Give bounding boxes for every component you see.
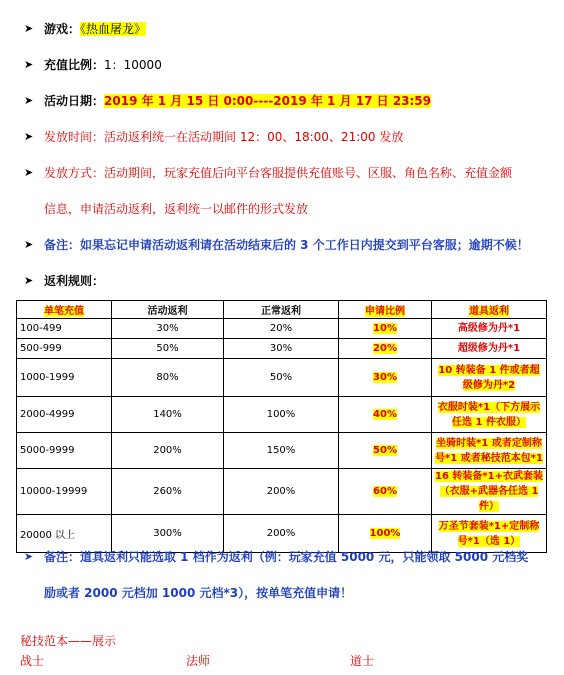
class-mage: 法师 — [186, 654, 211, 668]
cell-ratio: 100% — [339, 515, 432, 553]
cell-event: 200% — [112, 433, 224, 469]
game-value: 《热血屠龙》 — [80, 22, 147, 36]
cell-ratio: 40% — [339, 397, 432, 433]
header-item: 道具返利 — [432, 301, 547, 319]
bullet-issue-method — [24, 164, 512, 182]
cell-item: 10 转装备 1 件或者超级修为丹*2 — [432, 359, 547, 397]
cell-normal: 30% — [224, 339, 339, 359]
bullet-issue-time — [24, 128, 403, 146]
arrow-bullet-icon: ➤ — [24, 94, 34, 107]
note-2-line1: 备注：道具返利只能选取 1 档作为返利（例：玩家充值 5000 元，只能领取 5000 元档奖 — [44, 550, 529, 564]
table-row — [17, 397, 547, 433]
cell-normal: 20% — [224, 319, 339, 339]
cell-ratio: 20% — [339, 339, 432, 359]
rebate-table — [16, 300, 547, 553]
bullet-game — [24, 20, 146, 38]
cell-amount: 100-499 — [17, 319, 112, 339]
table-row — [17, 319, 547, 339]
cell-normal: 100% — [224, 397, 339, 433]
cell-amount: 500-999 — [17, 339, 112, 359]
showcase-title: 秘技范本——展示 — [20, 634, 117, 648]
note-2-line2: 励或者 2000 元档加 1000 元档*3），按单笔充值申请！ — [44, 586, 353, 600]
cell-item: 万圣节套装*1+定制称号*1（选 1） — [432, 515, 547, 553]
ratio-value: 1：10000 — [104, 58, 162, 72]
table-row — [17, 359, 547, 397]
cell-event: 260% — [112, 469, 224, 515]
header-normal: 正常返利 — [224, 301, 339, 319]
cell-item: 超级修为丹*1 — [432, 339, 547, 359]
class-warrior: 战士 — [20, 654, 45, 668]
cell-amount: 5000-9999 — [17, 433, 112, 469]
cell-item: 高级修为丹*1 — [432, 319, 547, 339]
bullet-note-2 — [24, 548, 528, 566]
arrow-bullet-icon: ➤ — [24, 58, 34, 71]
cell-amount: 10000-19999 — [17, 469, 112, 515]
ratio-label: 充值比例： — [44, 58, 105, 72]
header-ratio: 申请比例 — [339, 301, 432, 319]
issue-method-line1: 发放方式：活动期间，玩家充值后向平台客服提供充值账号、区服、角色名称、充值金额 — [44, 166, 513, 180]
arrow-bullet-icon: ➤ — [24, 22, 34, 35]
arrow-bullet-icon: ➤ — [24, 274, 34, 287]
table-row — [17, 469, 547, 515]
header-event: 活动返利 — [112, 301, 224, 319]
cell-event: 80% — [112, 359, 224, 397]
note-1-text: 备注：如果忘记申请活动返利请在活动结束后的 3 个工作日内提交到平台客服；逾期不候！ — [44, 238, 529, 252]
date-value: 2019 年 1 月 15 日 0:00----2019 年 1 月 17 日 23:59 — [104, 94, 432, 108]
arrow-bullet-icon: ➤ — [24, 130, 34, 143]
cell-ratio: 10% — [339, 319, 432, 339]
cell-ratio: 50% — [339, 433, 432, 469]
cell-item: 16 转装备*1+衣武套装（衣服+武器各任选 1 件） — [432, 469, 547, 515]
cell-amount: 20000 以上 — [17, 515, 112, 553]
table-header-row — [17, 301, 547, 319]
class-taoist: 道士 — [350, 654, 375, 668]
cell-item: 坐骑时装*1 或者定制称号*1 或者秘技范本包*1 — [432, 433, 547, 469]
cell-event: 140% — [112, 397, 224, 433]
cell-amount: 2000-4999 — [17, 397, 112, 433]
table-row — [17, 433, 547, 469]
cell-event: 50% — [112, 339, 224, 359]
cell-normal: 200% — [224, 515, 339, 553]
arrow-bullet-icon: ➤ — [24, 238, 34, 251]
bullet-ratio — [24, 56, 162, 74]
cell-event: 300% — [112, 515, 224, 553]
bullet-note-1 — [24, 236, 529, 254]
cell-ratio: 60% — [339, 469, 432, 515]
date-label: 活动日期： — [44, 94, 105, 108]
cell-item: 衣服时装*1（下方展示任选 1 件衣服） — [432, 397, 547, 433]
cell-event: 30% — [112, 319, 224, 339]
arrow-bullet-icon: ➤ — [24, 166, 34, 179]
game-label: 游戏： — [44, 22, 81, 36]
issue-time-text: 发放时间：活动返利统一在活动期间 12：00、18:00、21:00 发放 — [44, 130, 404, 144]
cell-ratio: 30% — [339, 359, 432, 397]
bullet-rules — [24, 272, 104, 290]
issue-method-line2: 信息，申请活动返利，返利统一以邮件的形式发放 — [44, 202, 309, 216]
cell-normal: 150% — [224, 433, 339, 469]
rules-label: 返利规则： — [44, 274, 105, 288]
bullet-date — [24, 92, 431, 110]
header-amount: 单笔充值 — [17, 301, 112, 319]
arrow-bullet-icon: ➤ — [24, 550, 34, 563]
cell-normal: 200% — [224, 469, 339, 515]
cell-amount: 1000-1999 — [17, 359, 112, 397]
table-row — [17, 515, 547, 553]
cell-normal: 50% — [224, 359, 339, 397]
table-row — [17, 339, 547, 359]
